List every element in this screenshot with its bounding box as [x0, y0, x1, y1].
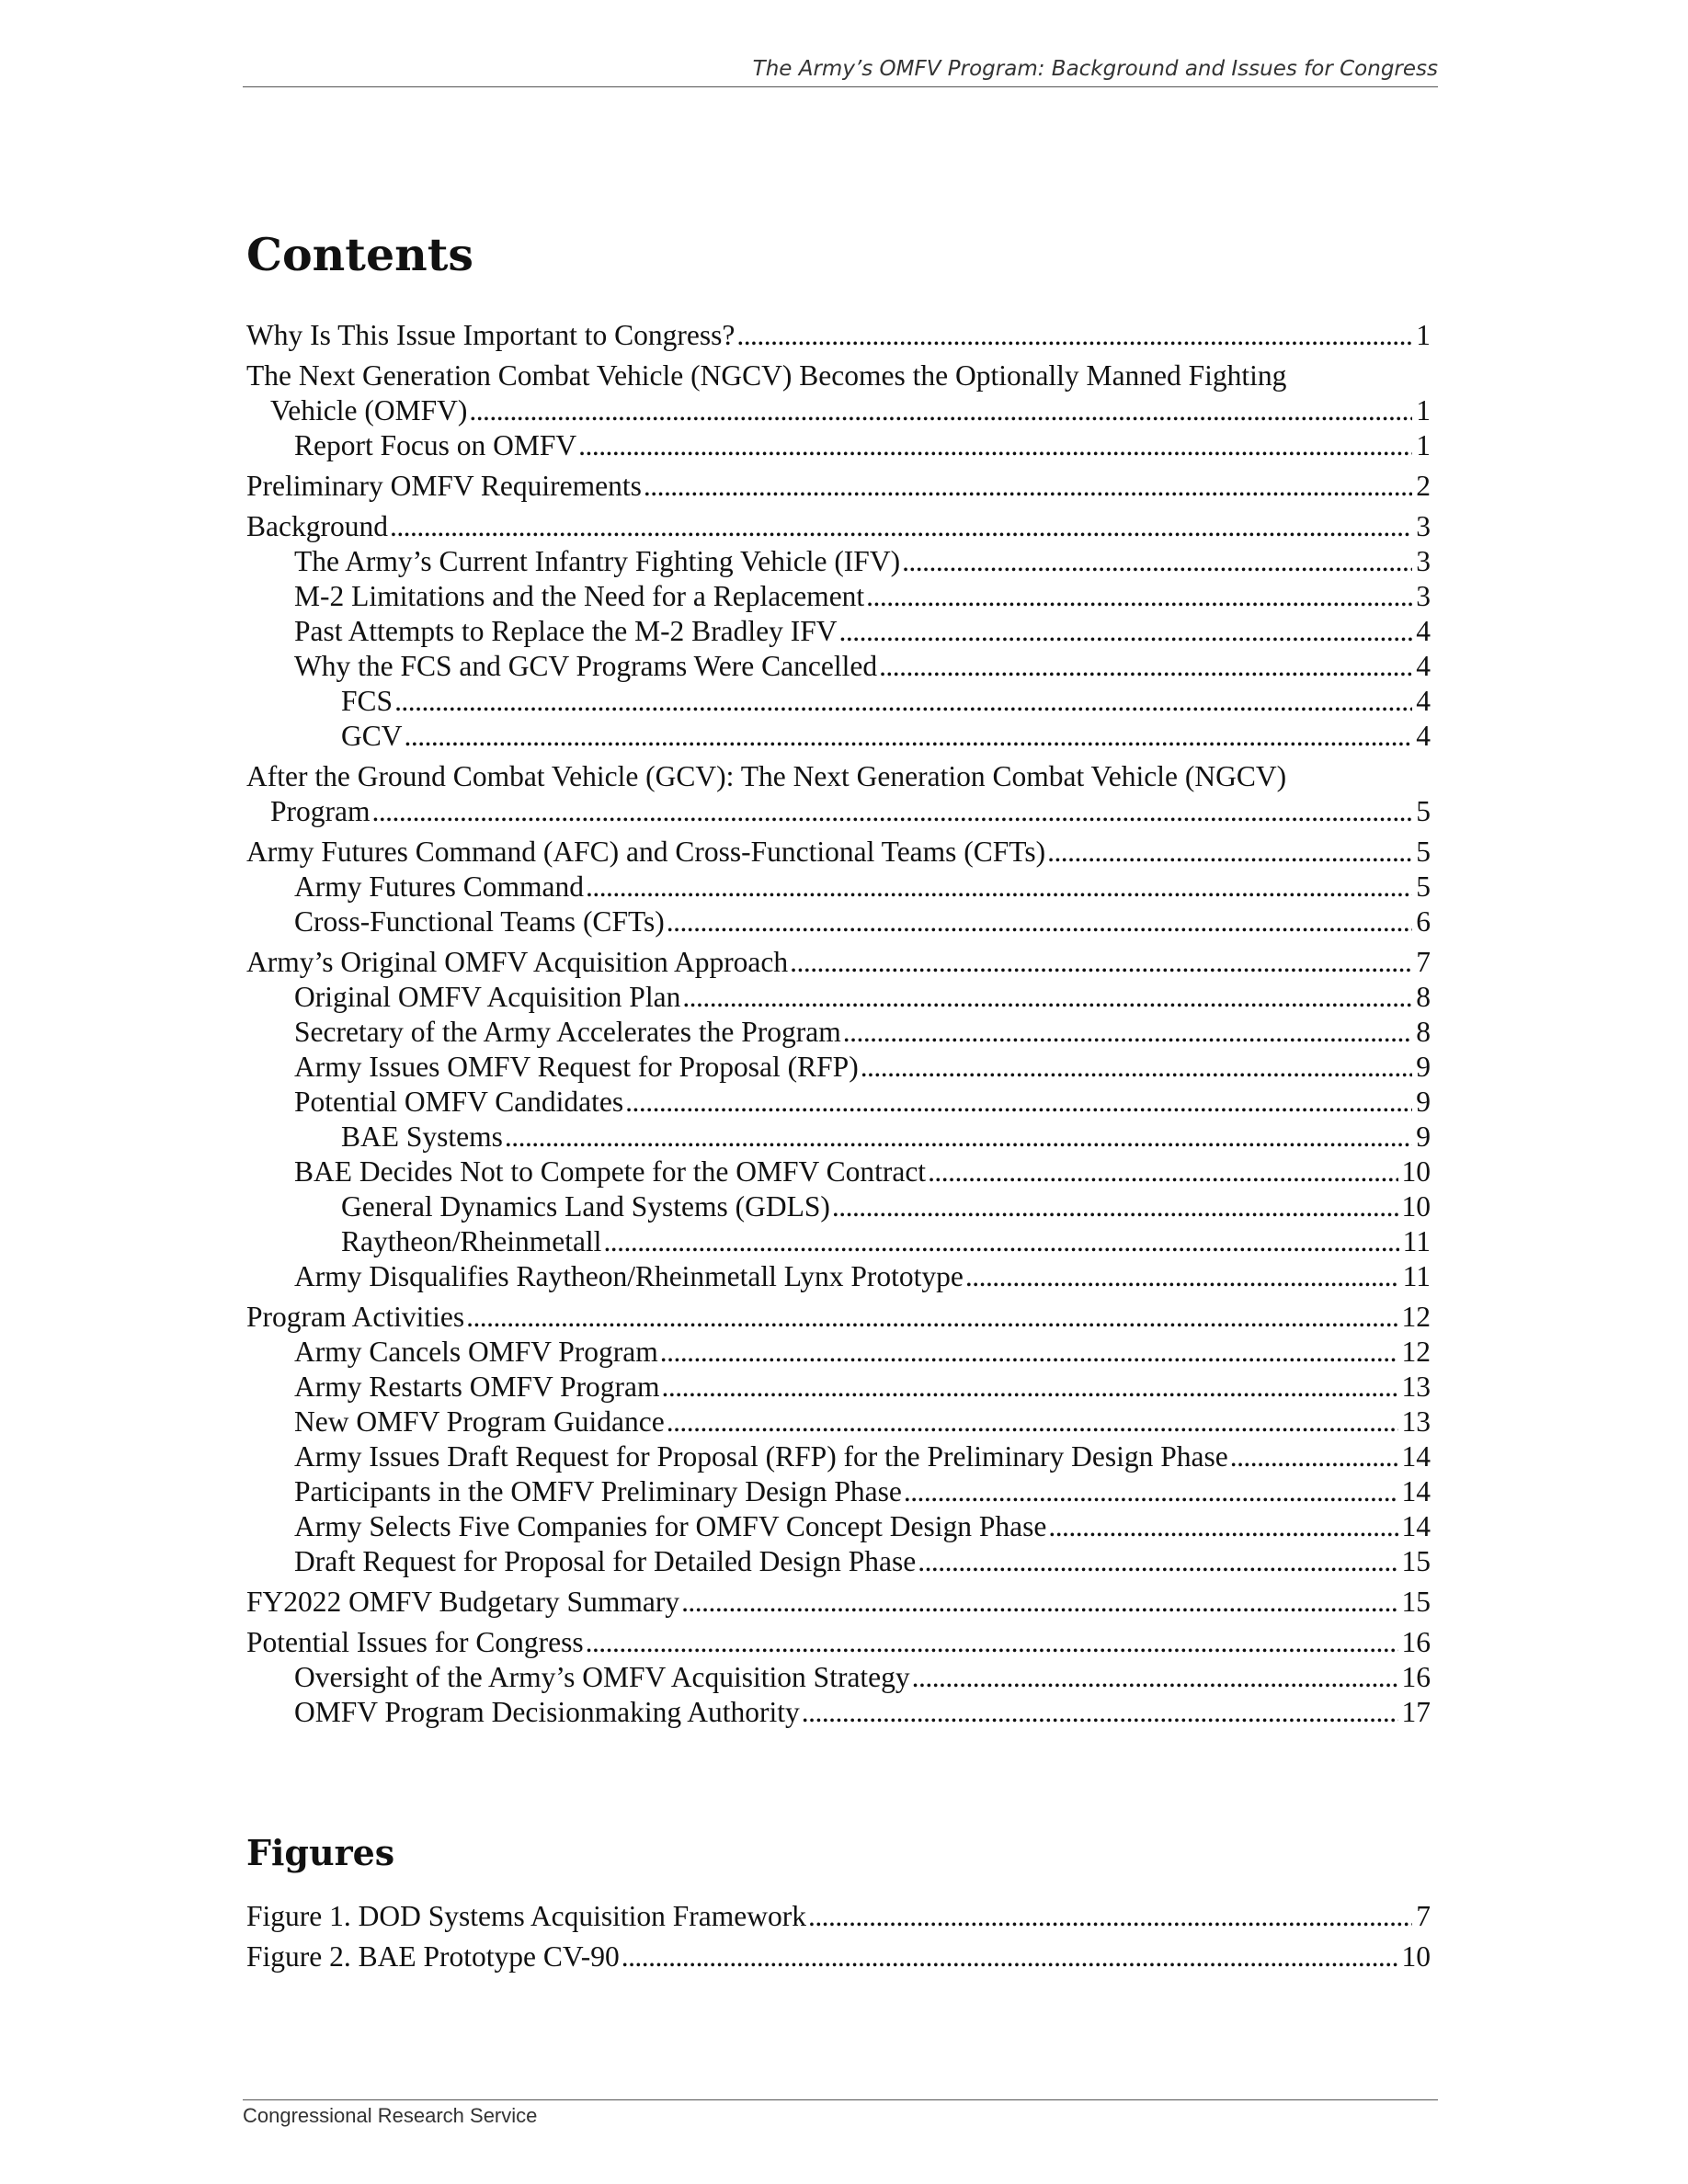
page-number: 12: [1401, 1336, 1431, 1368]
page-number: 7: [1416, 946, 1431, 978]
dot-leader: [879, 649, 1412, 684]
toc-entry[interactable]: [246, 509, 1431, 544]
dot-leader: [660, 1335, 1398, 1370]
toc-entry[interactable]: [246, 719, 1431, 754]
toc-entry-title: Army Selects Five Companies for OMFV Concept Design Phase: [294, 1510, 1047, 1542]
toc-entry[interactable]: [246, 835, 1431, 870]
page-number: 14: [1401, 1475, 1431, 1507]
page-number: 4: [1416, 615, 1431, 647]
toc-entry-title: Army Cancels OMFV Program: [294, 1336, 658, 1368]
toc-entry-title: BAE Decides Not to Compete for the OMFV Contract: [294, 1155, 927, 1188]
dot-leader: [625, 1085, 1412, 1120]
toc-entry[interactable]: [246, 579, 1431, 614]
dot-leader: [371, 794, 1412, 829]
page-number: 9: [1416, 1120, 1431, 1153]
toc-entry-title: FY2022 OMFV Budgetary Summary: [246, 1586, 680, 1618]
toc-entry-title: Figure 1. DOD Systems Acquisition Framework: [246, 1900, 806, 1932]
toc-entry[interactable]: [246, 1259, 1431, 1294]
toc-entry-title: The Army’s Current Infantry Fighting Vehicle (IFV): [294, 545, 901, 577]
dot-leader: [390, 509, 1412, 544]
dot-leader: [667, 1405, 1398, 1439]
toc-entry-title: Program Activities: [246, 1301, 465, 1333]
toc-entry[interactable]: [246, 1405, 1431, 1439]
toc-entry[interactable]: [246, 358, 1431, 428]
toc-entry-title: OMFV Program Decisionmaking Authority: [294, 1696, 800, 1728]
toc-entry[interactable]: [246, 980, 1431, 1015]
toc-entry[interactable]: [246, 1625, 1431, 1660]
page-number: 13: [1401, 1371, 1431, 1403]
toc-entry[interactable]: [246, 684, 1431, 719]
page-number: 3: [1416, 510, 1431, 542]
page-number: 15: [1401, 1586, 1431, 1618]
toc-entry-title: FCS: [341, 685, 393, 717]
dot-leader: [586, 870, 1412, 904]
dot-leader: [662, 1370, 1398, 1405]
toc-entry[interactable]: [246, 904, 1431, 939]
page-number: 4: [1416, 720, 1431, 752]
toc-entry-title: GCV: [341, 720, 403, 752]
dot-leader: [802, 1695, 1398, 1730]
toc-entry-title: Original OMFV Acquisition Plan: [294, 981, 681, 1013]
toc-entry[interactable]: [246, 1120, 1431, 1155]
dot-leader: [843, 1015, 1412, 1050]
toc-entry[interactable]: [246, 945, 1431, 980]
toc-entry[interactable]: [246, 1585, 1431, 1620]
toc-entry-title: New OMFV Program Guidance: [294, 1405, 665, 1438]
toc-entry-title: Army Futures Command: [294, 870, 584, 903]
dot-leader: [808, 1899, 1412, 1934]
dot-leader: [866, 579, 1412, 614]
toc-entry-title: Army Futures Command (AFC) and Cross-Functional Teams (CFTs): [246, 836, 1046, 868]
toc-entry-title: Why Is This Issue Important to Congress?: [246, 319, 736, 351]
contents-heading: Contents: [246, 228, 473, 281]
toc-entry[interactable]: [246, 318, 1431, 353]
toc-entry[interactable]: [246, 1300, 1431, 1335]
dot-leader: [466, 1300, 1397, 1335]
page-number: 1: [1416, 429, 1431, 461]
toc-entry[interactable]: [246, 1695, 1431, 1730]
toc-entry-title: Army Issues OMFV Request for Proposal (RFP): [294, 1051, 859, 1083]
toc-entry-title: Potential Issues for Congress: [246, 1626, 584, 1658]
toc-entry-title: BAE Systems: [341, 1120, 503, 1153]
page-number: 14: [1401, 1510, 1431, 1542]
dot-leader: [578, 428, 1412, 463]
dot-leader: [928, 1155, 1397, 1189]
dot-leader: [667, 904, 1413, 939]
toc-entry-title: M-2 Limitations and the Need for a Replacement: [294, 580, 865, 612]
toc-entry-title: Oversight of the Army’s OMFV Acquisition Strategy: [294, 1661, 910, 1693]
toc-entry[interactable]: [246, 870, 1431, 904]
toc-entry-title: Figure 2. BAE Prototype CV-90: [246, 1940, 620, 1973]
dot-leader: [1047, 835, 1412, 870]
page-number: 13: [1401, 1405, 1431, 1438]
page-number: 17: [1401, 1696, 1431, 1728]
toc-entry-title: Report Focus on OMFV: [294, 429, 577, 461]
page-number: 4: [1416, 685, 1431, 717]
page-number: 10: [1401, 1940, 1431, 1973]
page-number: 12: [1401, 1301, 1431, 1333]
dot-leader: [394, 684, 1412, 719]
dot-leader: [902, 544, 1412, 579]
toc-entry[interactable]: [246, 1939, 1431, 1974]
toc-entry-title: Army Restarts OMFV Program: [294, 1371, 660, 1403]
page-number: 3: [1416, 580, 1431, 612]
page-number: 10: [1401, 1155, 1431, 1188]
figures-list: [246, 1899, 1431, 1974]
toc-entry[interactable]: [246, 614, 1431, 649]
toc-entry-title: Why the FCS and GCV Programs Were Cancelled: [294, 650, 878, 682]
page-number: 14: [1401, 1440, 1431, 1473]
toc-entry-title: Army Issues Draft Request for Proposal (RFP) for the Preliminary Design Phase: [294, 1440, 1228, 1473]
toc-entry-title: Secretary of the Army Accelerates the Program: [294, 1016, 841, 1048]
toc-entry[interactable]: [246, 1544, 1431, 1579]
toc-entry-title: General Dynamics Land Systems (GDLS): [341, 1190, 830, 1223]
toc-entry[interactable]: [246, 1085, 1431, 1120]
toc-entry-title: Raytheon/Rheinmetall: [341, 1225, 602, 1257]
toc-entry-title: The Next Generation Combat Vehicle (NGCV) Becomes the Optionally Manned Fighting: [246, 359, 1287, 392]
dot-leader: [1230, 1439, 1398, 1474]
dot-leader: [861, 1050, 1413, 1085]
toc-entry-title-continued: Vehicle (OMFV): [270, 394, 468, 427]
page-number: 15: [1401, 1545, 1431, 1577]
page-number: 1: [1416, 394, 1431, 427]
figures-heading: Figures: [246, 1832, 395, 1873]
page-number: 5: [1416, 870, 1431, 903]
page-number: 16: [1401, 1661, 1431, 1693]
dot-leader: [586, 1625, 1398, 1660]
toc-entry[interactable]: [246, 428, 1431, 463]
toc-entry-title: Preliminary OMFV Requirements: [246, 470, 642, 502]
page-number: 8: [1416, 1016, 1431, 1048]
toc-entry[interactable]: [246, 1660, 1431, 1695]
page-number: 1: [1416, 319, 1431, 351]
toc-entry[interactable]: [246, 1335, 1431, 1370]
toc-entry[interactable]: [246, 1474, 1431, 1509]
page-number: 2: [1416, 470, 1431, 502]
toc-entry[interactable]: [246, 469, 1431, 504]
toc-entry[interactable]: [246, 1370, 1431, 1405]
dot-leader: [839, 614, 1413, 649]
dot-leader: [832, 1189, 1398, 1224]
toc-entry[interactable]: [246, 1015, 1431, 1050]
toc-entry[interactable]: [246, 1155, 1431, 1189]
toc-entry[interactable]: [246, 1050, 1431, 1085]
page-number: 3: [1416, 545, 1431, 577]
footer-text: Congressional Research Service: [243, 2104, 538, 2127]
dot-leader: [681, 1585, 1397, 1620]
dot-leader: [790, 945, 1412, 980]
toc-entry[interactable]: [246, 649, 1431, 684]
page-number: 10: [1401, 1190, 1431, 1223]
page-number: 5: [1416, 795, 1431, 827]
page-number: 11: [1402, 1225, 1431, 1257]
dot-leader: [965, 1259, 1399, 1294]
page-number: 5: [1416, 836, 1431, 868]
toc-entry-title: Army’s Original OMFV Acquisition Approach: [246, 946, 789, 978]
running-title: The Army’s OMFV Program: Background and Issues for Congress: [752, 57, 1438, 81]
toc-entry-title: Background: [246, 510, 388, 542]
toc-entry-title: Potential OMFV Candidates: [294, 1086, 624, 1118]
dot-leader: [469, 393, 1412, 428]
page-number: 6: [1416, 905, 1431, 938]
toc-entry-title: Army Disqualifies Raytheon/Rheinmetall Lynx Prototype: [294, 1260, 964, 1292]
toc-entry[interactable]: [246, 1509, 1431, 1544]
page-number: 4: [1416, 650, 1431, 682]
toc-entry[interactable]: [246, 1189, 1431, 1224]
page-footer: [243, 2099, 1438, 2128]
toc-entry[interactable]: [246, 759, 1431, 829]
toc-entry[interactable]: [246, 1224, 1431, 1259]
page-number: 8: [1416, 981, 1431, 1013]
dot-leader: [736, 318, 1412, 353]
toc-entry-title: Cross-Functional Teams (CFTs): [294, 905, 665, 938]
dot-leader: [405, 719, 1413, 754]
page-number: 9: [1416, 1051, 1431, 1083]
dot-leader: [622, 1939, 1398, 1974]
dot-leader: [682, 980, 1412, 1015]
toc-entry-title: Past Attempts to Replace the M-2 Bradley IFV: [294, 615, 838, 647]
page-number: 7: [1416, 1900, 1431, 1932]
page-number: 16: [1401, 1626, 1431, 1658]
dot-leader: [1048, 1509, 1397, 1544]
contents-list: [246, 318, 1431, 1730]
toc-entry-title: Participants in the OMFV Preliminary Design Phase: [294, 1475, 902, 1507]
dot-leader: [505, 1120, 1412, 1155]
dot-leader: [918, 1544, 1397, 1579]
toc-entry-title-continued: Program: [270, 795, 371, 827]
dot-leader: [644, 469, 1412, 504]
page-header: [243, 57, 1438, 87]
dot-leader: [912, 1660, 1398, 1695]
dot-leader: [603, 1224, 1398, 1259]
toc-entry-title: After the Ground Combat Vehicle (GCV): The Next Generation Combat Vehicle (NGCV): [246, 760, 1287, 792]
toc-entry[interactable]: [246, 1899, 1431, 1934]
page-number: 9: [1416, 1086, 1431, 1118]
toc-entry[interactable]: [246, 1439, 1431, 1474]
dot-leader: [904, 1474, 1398, 1509]
page-number: 11: [1402, 1260, 1431, 1292]
toc-entry-title: Draft Request for Proposal for Detailed Design Phase: [294, 1545, 917, 1577]
toc-entry[interactable]: [246, 544, 1431, 579]
